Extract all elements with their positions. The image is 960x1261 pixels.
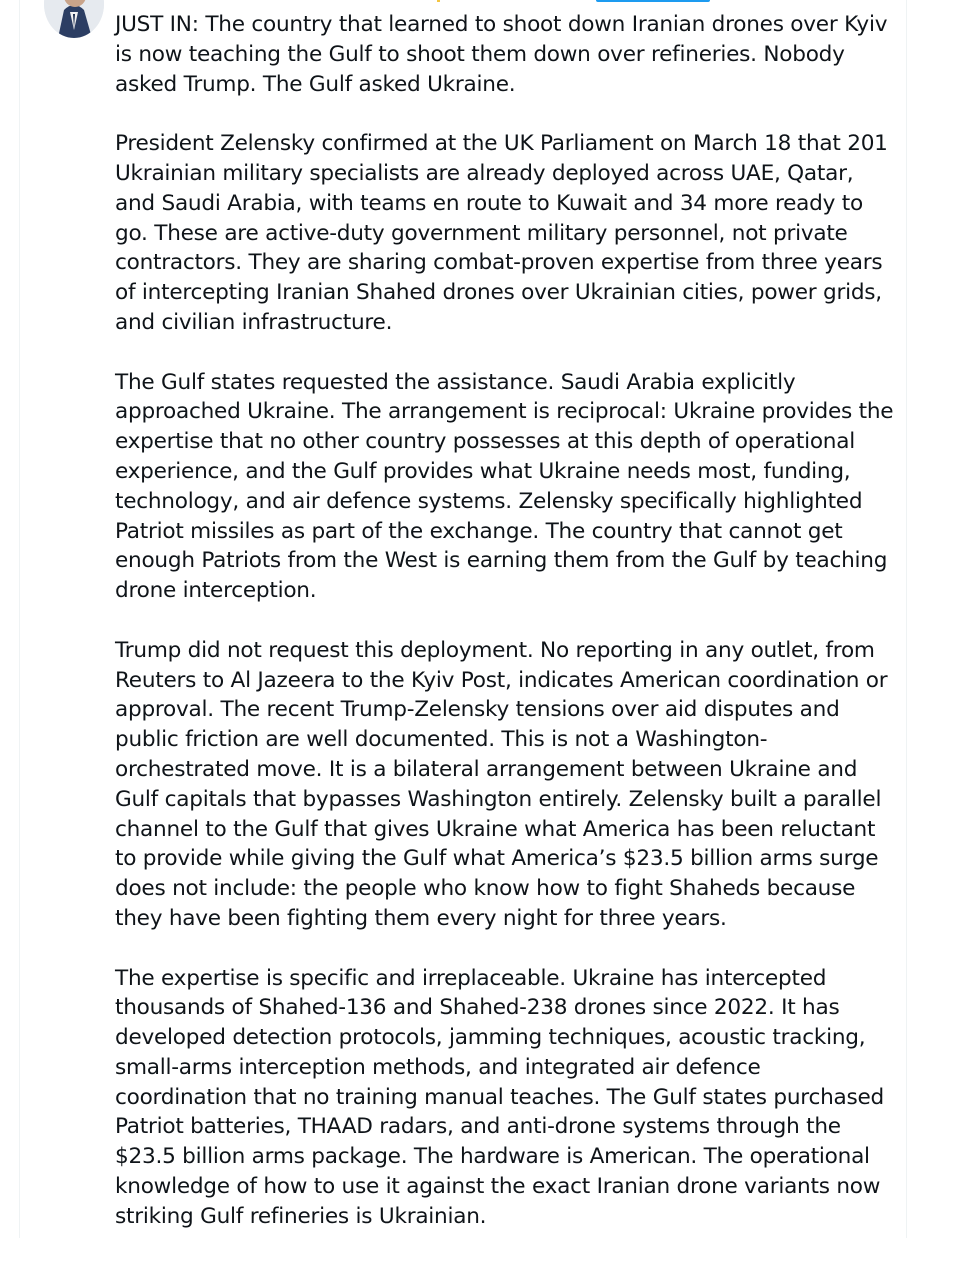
tweet-paragraph: JUST IN: The country that learned to shoot down Iranian drones over Kyiv is now teaching the Gulf to shoot them down over refineries. Nobody asked Trump. The Gulf asked Ukraine.: [115, 12, 888, 97]
emoji-fragment: [437, 0, 440, 2]
tweet-body: [115, 10, 895, 1261]
tweet-paragraph: The expertise is specific and irreplaceable. Ukraine has intercepted thousands of Shahed-136 and Shahed-238 drones since 2022. It has developed detection protocols, jamming techniques, acoustic tracking, small-arms interception methods, and integrated air defence coordination that no training manual teaches. The Gulf states purchased Patriot batteries, THAAD radars, and anti-drone systems through the $23.5 billion arms package. The hardware is American. The operational knowledge of how to use it against the exact Iranian drone variants now striking Gulf refineries is Ukrainian.: [115, 965, 884, 1229]
tweet-paragraph: Trump did not request this deployment. No reporting in any outlet, from Reuters to Al Jazeera to the Kyiv Post, indicates American coordination or approval. The recent Trump-Zelensky tensions over aid disputes and public friction are well documented. This is not a Washington-orchestrated move. It is a bilateral arrangement between Ukraine and Gulf capitals that bypasses Washington entirely. Zelensky built a parallel channel to the Gulf that gives Ukraine what America has been reluctant to provide while giving the Gulf what America’s $23.5 billion arms surge does not include: the people who know how to fight Shaheds because they have been fighting them every night for three years.: [115, 637, 888, 931]
follow-button-edge[interactable]: [596, 0, 710, 2]
tweet-paragraph: The Gulf states requested the assistance. Saudi Arabia explicitly approached Ukraine. The arrangement is reciprocal: Ukraine provides the expertise that no other country possesses at this depth of operational experience, and the Gulf provides what Ukraine needs most, funding, technology, and air defence systems. Zelensky specifically highlighted Patriot missiles as part of the exchange. The country that cannot get enough Patriots from the West is earning them from the Gulf by teaching drone interception.: [115, 369, 894, 604]
tweet-paragraph: President Zelensky confirmed at the UK Parliament on March 18 that 201 Ukrainian military specialists are already deployed across UAE, Qatar, and Saudi Arabia, with teams en route to Kuwait and 34 more ready to go. These are active-duty government military personnel, not private contractors. They are sharing combat-proven expertise from three years of intercepting Iranian Shahed drones over Ukrainian cities, power grids, and civilian infrastructure.: [115, 131, 888, 335]
